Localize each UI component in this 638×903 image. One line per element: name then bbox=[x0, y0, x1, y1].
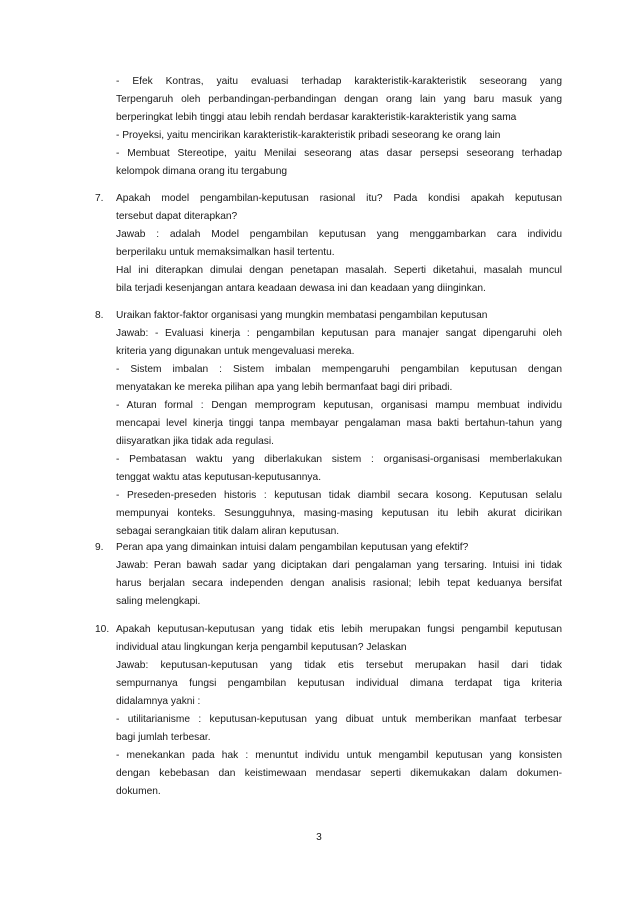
text-line: Hal ini diterapkan dimulai dengan penetapan masalah. Seperti diketahui, masalah muncul bbox=[116, 265, 562, 276]
text-line: didalamnya yakni : bbox=[116, 696, 201, 707]
intro-section bbox=[95, 73, 562, 181]
text-line: menyatakan ke mereka pilihan apa yang lebih bermanfaat bagi diri pribadi. bbox=[116, 382, 453, 393]
text-line: diisyaratkan jika tidak ada regulasi. bbox=[116, 436, 274, 447]
text-line: individual atau lingkungan kerja pengambil keputusan? Jelaskan bbox=[116, 642, 407, 653]
text-line: Jawab : adalah Model pengambilan keputusan yang menggambarkan cara individu bbox=[116, 229, 562, 240]
text-line: kriteria yang digunakan untuk mengevaluasi mereka. bbox=[116, 346, 355, 357]
text-line: - Pembatasan waktu yang diberlakukan sistem : organisasi-organisasi memberlakukan bbox=[116, 454, 562, 465]
text-line: saling melengkapi. bbox=[116, 596, 201, 607]
text-line: sebagai serangkaian titik dalam aliran keputusan. bbox=[116, 526, 340, 537]
text-line: mencapai level kinerja tinggi tanpa membayar pengalaman masa bakti bertahun-tahun yang bbox=[116, 418, 562, 429]
text-line: kelompok dimana orang itu tergabung bbox=[116, 166, 288, 177]
text-line: dengan kebebasan dan keistimewaan mendasar seperti dikemukakan dalam dokumen- bbox=[116, 768, 562, 779]
text-line: - utilitarianisme : keputusan-keputusan yang dibuat untuk memberikan manfaat terbesar bbox=[116, 714, 562, 725]
text-line: bila terjadi kesenjangan antara keadaan dewasa ini dan keadaan yang diinginkan. bbox=[116, 283, 486, 294]
text-line: Uraikan faktor-faktor organisasi yang mungkin membatasi pengambilan keputusan bbox=[116, 310, 488, 321]
question-number: 10. bbox=[95, 624, 110, 635]
question-10 bbox=[95, 621, 562, 801]
text-line: - Sistem imbalan : Sistem imbalan mempengaruhi pengambilan keputusan dengan bbox=[116, 364, 562, 375]
text-line: Jawab: - Evaluasi kinerja : pengambilan keputusan para manajer sangat dipengaruhi oleh bbox=[116, 328, 562, 339]
text-line: Peran apa yang dimainkan intuisi dalam pengambilan keputusan yang efektif? bbox=[116, 542, 469, 553]
page-number: 3 bbox=[316, 832, 322, 843]
question-8 bbox=[95, 307, 562, 541]
question-number: 9. bbox=[95, 542, 104, 553]
text-line: - Membuat Stereotipe, yaitu Menilai seseorang atas dasar persepsi seseorang terhadap bbox=[116, 148, 562, 159]
question-number: 8. bbox=[95, 310, 104, 321]
text-line: harus berjalan secara independen dengan analisis rasional; lebih tepat keduanya bersifat bbox=[116, 578, 562, 589]
text-line: Apakah model pengambilan-keputusan rasional itu? Pada kondisi apakah keputusan bbox=[116, 193, 562, 204]
text-line: berperingkat lebih tinggi atau lebih rendah berdasar karakteristik-karakteristik yang sama bbox=[116, 112, 517, 123]
question-7 bbox=[95, 190, 562, 298]
text-line: sempurnanya fungsi pengambilan keputusan individual dimana terdapat tiga kriteria bbox=[116, 678, 562, 689]
text-line: - Aturan formal : Dengan memprogram keputusan, organisasi mampu membuat individu bbox=[116, 400, 562, 411]
text-line: Terpengaruh oleh perbandingan-perbandingan dengan orang lain yang baru masuk yang bbox=[116, 94, 562, 105]
text-line: tenggat waktu atas keputusan-keputusannya. bbox=[116, 472, 322, 483]
text-line: mempunyai konteks. Sesungguhnya, masing-masing keputusan itu lebih akurat dicirikan bbox=[116, 508, 562, 519]
text-line: dokumen. bbox=[116, 786, 161, 797]
text-line: Jawab: Peran bawah sadar yang diciptakan dari pengalaman yang tersaring. Intuisi ini tidak bbox=[116, 560, 562, 571]
text-line: - Efek Kontras, yaitu evaluasi terhadap karakteristik-karakteristik seseorang yang bbox=[116, 76, 562, 87]
text-line: - Preseden-preseden historis : keputusan tidak diambil secara kosong. Keputusan selalu bbox=[116, 490, 562, 501]
text-line: tersebut dapat diterapkan? bbox=[116, 211, 238, 222]
text-line: - menekankan pada hak : menuntut individu untuk mengambil keputusan yang konsisten bbox=[116, 750, 562, 761]
text-line: - Proyeksi, yaitu mencirikan karakteristik-karakteristik pribadi seseorang ke orang lain bbox=[116, 130, 501, 141]
question-number: 7. bbox=[95, 193, 104, 204]
question-9 bbox=[95, 539, 562, 611]
text-line: Apakah keputusan-keputusan yang tidak etis lebih merupakan fungsi pengambil keputusan bbox=[116, 624, 562, 635]
text-line: bagi jumlah terbesar. bbox=[116, 732, 211, 743]
text-line: berperilaku untuk memaksimalkan hasil tertentu. bbox=[116, 247, 335, 258]
text-line: Jawab: keputusan-keputusan yang tidak etis tersebut merupakan hasil dari tidak bbox=[116, 660, 562, 671]
